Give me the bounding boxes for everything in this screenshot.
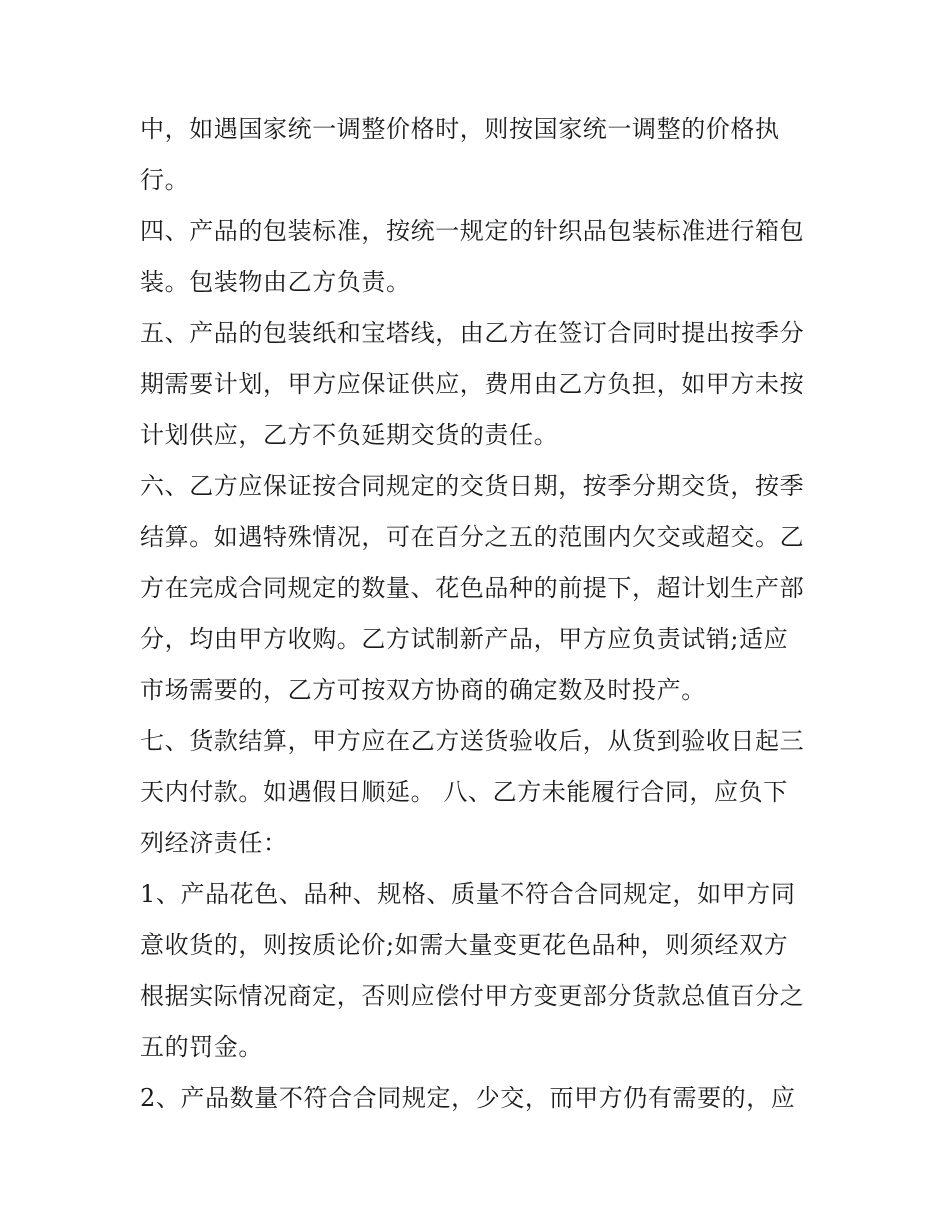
- text-line: 分，均由甲方收购。乙方试制新产品，甲方应负责试销;适应: [140, 625, 789, 653]
- text-line: 市场需要的，乙方可按双方协商的确定数及时投产。: [140, 676, 706, 704]
- text-line: 意收货的，则按质论价;如需大量变更花色品种，则须经双方: [140, 931, 789, 959]
- paragraph-clause-7-payment: [140, 716, 840, 869]
- text-line: 2、产品数量不符合合同规定，少交，而甲方仍有需要的，应: [140, 1084, 796, 1112]
- text-line: 装。包装物由乙方负责。: [140, 268, 411, 296]
- text-line: 中，如遇国家统一调整价格时，则按国家统一调整的价格执: [140, 115, 780, 143]
- text-line: 结算。如遇特殊情况，可在百分之五的范围内欠交或超交。乙: [140, 523, 805, 551]
- text-line: 计划供应，乙方不负延期交货的责任。: [140, 421, 559, 449]
- paragraph-clause-5-materials: [140, 308, 840, 461]
- paragraph-item-2-quantity: [140, 1073, 840, 1124]
- text-line: 六、乙方应保证按合同规定的交货日期，按季分期交货，按季: [140, 472, 805, 500]
- text-line: 根据实际情况商定，否则应偿付甲方变更部分货款总值百分之: [140, 982, 805, 1010]
- text-line: 期需要计划，甲方应保证供应，费用由乙方负担，如甲方未按: [140, 370, 805, 398]
- text-line: 行。: [140, 166, 190, 194]
- paragraph-price-adjustment: [140, 104, 840, 206]
- paragraph-item-1-quality: [140, 869, 840, 1073]
- contract-text-body: [140, 104, 840, 1124]
- text-line: 方在完成合同规定的数量、花色品种的前提下，超计划生产部: [140, 574, 805, 602]
- text-line: 五的罚金。: [140, 1033, 263, 1061]
- text-line: 五、产品的包装纸和宝塔线，由乙方在签订合同时提出按季分: [140, 319, 805, 347]
- text-line: 天内付款。如遇假日顺延。 八、乙方未能履行合同，应负下: [140, 778, 788, 806]
- text-line: 列经济责任：: [140, 829, 288, 857]
- paragraph-clause-4-packaging: [140, 206, 840, 308]
- paragraph-clause-6-delivery: [140, 461, 840, 716]
- text-line: 七、货款结算，甲方应在乙方送货验收后，从货到验收日起三: [140, 727, 805, 755]
- text-line: 1、产品花色、品种、规格、质量不符合合同规定，如甲方同: [140, 880, 796, 908]
- text-line: 四、产品的包装标准，按统一规定的针织品包装标准进行箱包: [140, 217, 805, 245]
